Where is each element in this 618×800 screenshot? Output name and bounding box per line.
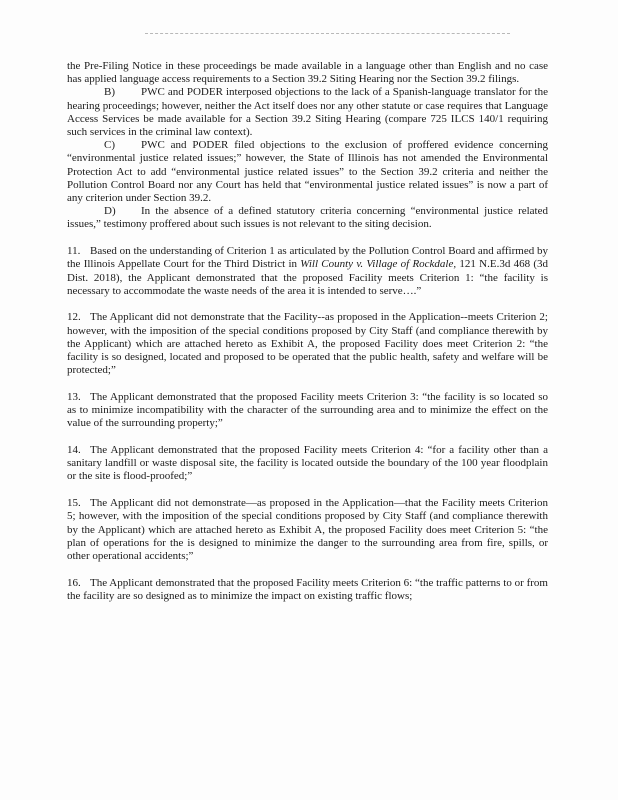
header-rule [145, 33, 510, 34]
item-text: The Applicant demonstrated that the proposed Facility meets Criterion 4: “for a facility other than a sanitary landfill or waste disposal site, the facility is located outside the boundary of the 100 year floodplain or the site is flood-proofed;” [67, 444, 548, 483]
item-number: 12. [67, 311, 81, 324]
sub-item-text: PWC and PODER interposed objections to the lack of a Spanish-language translator for the hearing proceedings; however, neither the Act itself does nor any other statute or case requires that Language Access Services be made available for a Section 39.2 Siting Hearing (compare 725 ILCS 140/1 requiring such services in the criminal law context). [67, 86, 548, 139]
item-text: The Applicant demonstrated that the proposed Facility meets Criterion 6: “the traffic patterns to or from the facility are so designed as to minimize the impact on existing traffic flows; [67, 576, 548, 602]
numbered-item-15 [67, 497, 548, 563]
sub-item-c [67, 139, 548, 205]
numbered-item-11 [67, 245, 548, 298]
item-text: The Applicant did not demonstrate that the Facility--as proposed in the Application--meets Criterion 2; however, with the imposition of the special conditions proposed by City Staff (and compliance therewith by the Applicant) which are attached hereto as Exhibit A, the proposed Facility does meet Criterion 2: “the facility is so designed, located and proposed to be operated that the public health, safety and welfare will be protected;” [67, 311, 548, 377]
case-citation-italic: Will County v. Village of Rockdale, [300, 258, 457, 271]
sub-item-label: D) [104, 205, 116, 218]
numbered-item-16 [67, 577, 548, 603]
sub-item-text: In the absence of a defined statutory criteria concerning “environmental justice related issues,” testimony proffered about such issues is not relevant to the siting decision. [67, 205, 548, 231]
numbered-item-14 [67, 444, 548, 484]
item-number: 11. [67, 245, 81, 258]
sub-item-label: B) [104, 86, 115, 99]
sub-item-label: C) [104, 139, 115, 152]
item-number: 13. [67, 390, 81, 403]
sub-item-b [67, 86, 548, 139]
item-text: Based on the understanding of Criterion 1 as articulated by the Pollution Control Board and affirmed by the Illinois Appellate Court for the Third District in [67, 245, 548, 271]
item-number: 14. [67, 444, 81, 457]
numbered-item-13 [67, 391, 548, 431]
sub-item-text: PWC and PODER filed objections to the exclusion of proffered evidence concerning “environmental justice related issues;” however, the State of Illinois has not amended the Environmental Protection Act to add “environmental justice related issues” to the Section 39.2 criteria and neither the Pollution Control Board nor any Court has held that “environmental justice related issues” is now a part of any criterion under Section 39.2. [67, 139, 548, 205]
document-body [67, 60, 548, 603]
item-text: The Applicant demonstrated that the proposed Facility meets Criterion 3: “the facility is so located so as to minimize incompatibility with the character of the surrounding area and to minimize the effect on the value of the surrounding property;” [67, 390, 548, 430]
item-text: The Applicant did not demonstrate—as proposed in the Application—that the Facility meets Criterion 5; however, with the imposition of the special conditions proposed by City Staff (and compliance therewith by the Applicant) which are attached hereto as Exhibit A, the proposed Facility does meet Criterion 5: “the plan of operations for the is designed to minimize the danger to the surrounding area from fire, spills, or other operational accidents;” [67, 497, 548, 562]
item-text: 121 N.E.3d 468 (3d Dist. 2018), the Applicant demonstrated that the proposed Facility meets Criterion 1: “the facility is necessary to accommodate the waste needs of the area it is intended to serve….” [67, 258, 549, 297]
item-number: 16. [67, 576, 81, 589]
item-number: 15. [67, 497, 81, 510]
sub-item-d [67, 205, 548, 231]
intro-paragraph: the Pre-Filing Notice in these proceedings be made available in a language other than English and no case has applied language access requirements to a Section 39.2 Siting Hearing nor the Section 39.2 filings. [67, 60, 548, 86]
numbered-item-12 [67, 311, 548, 377]
